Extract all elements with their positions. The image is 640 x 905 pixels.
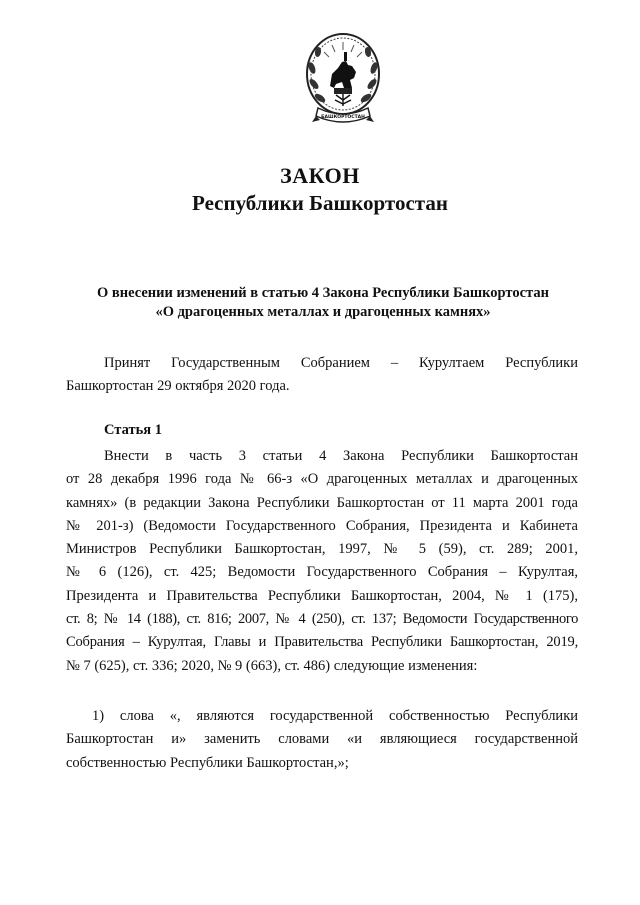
bashkortostan-emblem [304, 28, 382, 132]
item-1-paragraph [66, 705, 578, 775]
heading-line-2: «О драгоценных металлах и драгоценных камнях» [155, 304, 491, 320]
article-line: камнях» (в редакции Закона Республики Башкортостан от 11 марта 2001 года [66, 494, 578, 511]
law-heading [70, 284, 576, 322]
article-title: Статья 1 [104, 422, 162, 438]
article-line: № 7 (625), ст. 336; 2020, № 9 (663), ст. 486) следующие изменения: [66, 657, 478, 674]
article-line: Собрания – Курултая, Главы и Правительства Республики Башкортостан, 2019, [66, 634, 578, 651]
heading-line-1: О внесении изменений в статью 4 Закона Республики Башкортостан [97, 285, 549, 301]
adoption-paragraph [66, 352, 578, 399]
item-line: 1) слова «, являются государственной собственностью Республики [92, 708, 578, 724]
article-intro-paragraph [66, 445, 578, 678]
adoption-line: Башкортостан 29 октября 2020 года. [66, 378, 290, 395]
article-line: № 201-з) (Ведомости Государственного Собрания, Президента и Кабинета [66, 517, 578, 534]
item-line: собственностью Республики Башкортостан,»; [66, 754, 349, 771]
article-line: Президента и Правительства Республики Башкортостан, 2004, № 1 (175), [66, 587, 578, 604]
article-line: от 28 декабря 1996 года № 66-з «О драгоценных металлах и драгоценных [66, 471, 578, 488]
article-line: № 6 (126), ст. 425; Ведомости Государственного Собрания – Курултая, [66, 564, 578, 581]
article-line: ст. 8; № 14 (188), ст. 816; 2007, № 4 (250), ст. 137; Ведомости Государственного [66, 611, 578, 628]
article-line: Внести в часть 3 статьи 4 Закона Республики Башкортостан [104, 448, 578, 464]
item-line: Башкортостан и» заменить словами «и являющиеся государственной [66, 731, 578, 748]
adoption-line: Принят Государственным Собранием – Курултаем Республики [104, 355, 578, 371]
svg-text:БАШКОРТОСТАН: БАШКОРТОСТАН [321, 115, 365, 120]
law-title: ЗАКОН [280, 163, 360, 188]
article-line: Министров Республики Башкортостан, 1997, № 5 (59), ст. 289; 2001, [66, 541, 578, 558]
law-subtitle: Республики Башкортостан [192, 191, 448, 215]
